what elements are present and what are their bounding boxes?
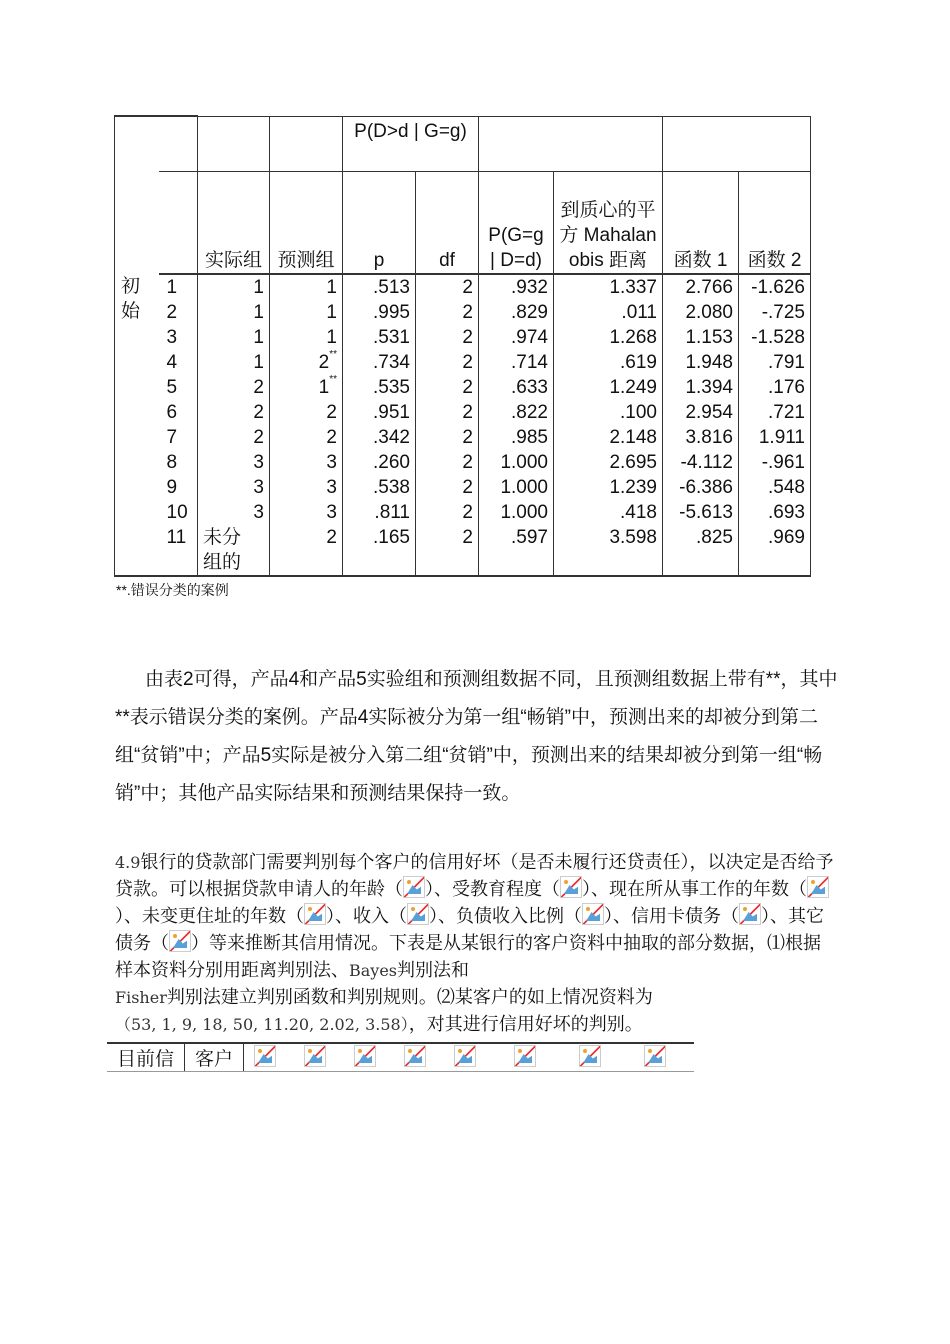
value: .822: [511, 402, 548, 423]
broken-image-icon: [169, 930, 191, 952]
text: ）、受教育程度（: [425, 879, 560, 899]
broken-image-icon: [407, 903, 429, 925]
cell-f2: [739, 475, 811, 500]
broken-image-icon: [560, 876, 582, 898]
case-number: 2: [159, 300, 198, 325]
cell-p: [343, 500, 416, 525]
broken-image-icon: [644, 1045, 666, 1067]
broken-image-icon: [582, 903, 604, 925]
value: .342: [373, 427, 410, 448]
value: .531: [373, 327, 410, 348]
cell-f2: [739, 450, 811, 475]
actual-group: [198, 274, 270, 300]
value: .791: [768, 352, 805, 373]
cell-f1: [663, 350, 739, 375]
predicted-value: 2: [326, 402, 337, 423]
cell-f1: [663, 400, 739, 425]
table-row: [115, 475, 811, 500]
value: .597: [511, 527, 548, 548]
actual-group: [198, 450, 270, 475]
value: 2.148: [609, 427, 657, 448]
predicted-group: [270, 450, 343, 475]
header-customer: 客户: [185, 1043, 244, 1072]
cell-df: [416, 274, 479, 300]
value: .995: [373, 302, 410, 323]
broken-image-icon: [807, 876, 829, 898]
value: -6.386: [679, 477, 733, 498]
cell-pgd: [479, 400, 554, 425]
value: 2: [462, 527, 473, 548]
header-actual: 实际组: [198, 172, 270, 275]
misclassified-mark: **: [329, 349, 337, 360]
cell-p: [343, 375, 416, 400]
actual-group: [198, 400, 270, 425]
text: ）、现在所从事工作的年数（: [582, 879, 807, 899]
actual-value: 1: [253, 302, 264, 323]
text: 判别法和: [397, 960, 470, 980]
header-func2: 函数 2: [739, 172, 811, 275]
value: 2.080: [685, 302, 733, 323]
value: 2: [462, 377, 473, 398]
value: 3.816: [685, 427, 733, 448]
cell-f2: [739, 425, 811, 450]
cell-f2: [739, 325, 811, 350]
cell-maha: [554, 325, 663, 350]
header-mahalanobis: 到质心的平方 Mahalanobis 距离: [554, 172, 663, 275]
value: .974: [511, 327, 548, 348]
value: 2: [462, 402, 473, 423]
cell-pgd: [479, 425, 554, 450]
actual-value: 1: [253, 327, 264, 348]
cell-pgd: [479, 300, 554, 325]
predicted-group: [270, 475, 343, 500]
predicted-group: [270, 350, 343, 375]
cell-f2: [739, 525, 811, 576]
actual-group: [198, 525, 270, 576]
case-number: 7: [159, 425, 198, 450]
predicted-group: [270, 300, 343, 325]
cell-df: [416, 500, 479, 525]
actual-value: 2: [253, 427, 264, 448]
table-row: [115, 274, 811, 300]
predicted-value: 1: [326, 327, 337, 348]
predicted-value: 3: [326, 477, 337, 498]
cell-maha: [554, 274, 663, 300]
value: .535: [373, 377, 410, 398]
value: 2: [462, 302, 473, 323]
broken-image-icon: [354, 1045, 376, 1067]
predicted-value: 3: [326, 502, 337, 523]
broken-image-icon: [254, 1045, 276, 1067]
cell-f1: [663, 525, 739, 576]
predicted-value: 2: [326, 527, 337, 548]
value: .985: [511, 427, 548, 448]
table-row: [115, 400, 811, 425]
actual-value: 2: [253, 377, 264, 398]
value: .721: [768, 402, 805, 423]
text: ）等来推断其信用情况。下表是从某银行的客户资料中抽取的部分数据，⑴根据样本资料分别用距离判别法、: [115, 933, 821, 980]
value: 2.954: [685, 402, 733, 423]
value: 1.394: [685, 377, 733, 398]
header-p: p: [343, 172, 416, 275]
cell-f1: [663, 274, 739, 300]
cell-f2: [739, 375, 811, 400]
cell-f2: [739, 274, 811, 300]
value: .734: [373, 352, 410, 373]
value: .969: [768, 527, 805, 548]
actual-value: 1: [253, 352, 264, 373]
value: -1.626: [751, 277, 805, 298]
customer-data-table: [107, 1042, 694, 1072]
predicted-group: [270, 274, 343, 300]
value: 2: [462, 452, 473, 473]
value: .011: [621, 302, 657, 323]
value: 2: [462, 352, 473, 373]
actual-value: 3: [253, 477, 264, 498]
cell-f2: [739, 300, 811, 325]
value: 1.268: [609, 327, 657, 348]
value: .538: [373, 477, 410, 498]
actual-group: [198, 425, 270, 450]
value: .633: [511, 377, 548, 398]
value: 2: [462, 427, 473, 448]
case-number: 6: [159, 400, 198, 425]
value: .825: [696, 527, 733, 548]
cell-f1: [663, 475, 739, 500]
value: .619: [620, 352, 657, 373]
broken-image-icon: [739, 903, 761, 925]
value: .260: [373, 452, 410, 473]
predicted-value: 1: [318, 377, 330, 398]
value: 1.239: [609, 477, 657, 498]
value: .418: [620, 502, 657, 523]
predicted-value: 2: [326, 427, 337, 448]
cell-maha: [554, 500, 663, 525]
value: 2: [462, 327, 473, 348]
case-number: 3: [159, 325, 198, 350]
actual-group: [198, 325, 270, 350]
cell-df: [416, 350, 479, 375]
value: .548: [768, 477, 805, 498]
cell-pgd: [479, 450, 554, 475]
cell-f2: [739, 400, 811, 425]
actual-group: [198, 375, 270, 400]
value: 2.695: [609, 452, 657, 473]
text: 银行的贷款部门需要判别每个客户的信用好坏（是否未履行还贷责任），以决定是否给予贷款。可以根据贷款申请人的年龄（: [115, 852, 834, 899]
cell-df: [416, 400, 479, 425]
actual-value: 2: [253, 402, 264, 423]
value: .829: [511, 302, 548, 323]
table-row: [115, 350, 811, 375]
text: Fisher: [115, 988, 167, 1007]
case-number: 5: [159, 375, 198, 400]
text: ）、负债收入比例（: [429, 906, 582, 926]
value: -.725: [761, 302, 805, 323]
cell-f1: [663, 500, 739, 525]
value: 1.249: [609, 377, 657, 398]
cell-pgd: [479, 375, 554, 400]
value: 2: [462, 277, 473, 298]
case-number: 4: [159, 350, 198, 375]
case-number: 8: [159, 450, 198, 475]
predicted-group: [270, 525, 343, 576]
cell-p: [343, 400, 416, 425]
predicted-value: 3: [326, 452, 337, 473]
actual-value: 1: [253, 277, 264, 298]
broken-image-icon: [514, 1045, 536, 1067]
value: 1.000: [500, 502, 548, 523]
text: Bayes: [349, 961, 398, 980]
case-number: 1: [159, 274, 198, 300]
problem-number: 4.9: [115, 853, 141, 872]
table-row: [115, 450, 811, 475]
cell-df: [416, 300, 479, 325]
cell-f2: [739, 350, 811, 375]
cell-maha: [554, 450, 663, 475]
actual-value: 未分组的: [203, 527, 242, 573]
cell-f1: [663, 375, 739, 400]
value: -4.112: [680, 452, 733, 473]
predicted-value: 1: [326, 277, 337, 298]
value: .811: [374, 502, 410, 523]
table-row: [115, 425, 811, 450]
cell-maha: [554, 475, 663, 500]
header-pgd: P(G=g | D=d): [479, 172, 554, 275]
header-func1: 函数 1: [663, 172, 739, 275]
cell-maha: [554, 300, 663, 325]
predicted-group: [270, 375, 343, 400]
problem-paragraph: [115, 849, 835, 1038]
actual-value: 3: [253, 502, 264, 523]
value: .176: [768, 377, 805, 398]
header-credit: 目前信: [107, 1043, 185, 1072]
value: .932: [511, 277, 548, 298]
cell-f1: [663, 425, 739, 450]
cell-df: [416, 425, 479, 450]
value: .100: [620, 402, 657, 423]
cell-df: [416, 475, 479, 500]
value: .693: [768, 502, 805, 523]
cell-p: [343, 425, 416, 450]
cell-df: [416, 375, 479, 400]
cell-f1: [663, 300, 739, 325]
value: 3.598: [609, 527, 657, 548]
value: .951: [373, 402, 410, 423]
case-number: 10: [159, 500, 198, 525]
cell-p: [343, 525, 416, 576]
text: ）、收入（: [326, 906, 407, 926]
actual-group: [198, 500, 270, 525]
cell-pgd: [479, 325, 554, 350]
classification-results-table: [114, 115, 811, 577]
value: .165: [373, 527, 410, 548]
value: .513: [373, 277, 410, 298]
cell-f1: [663, 450, 739, 475]
cell-maha: [554, 350, 663, 375]
analysis-paragraph: 由表2可得，产品4和产品5实验组和预测组数据不同，且预测组数据上带有**，其中**表示错误分类的案例。产品4实际被分为第一组“畅销”中，预测出来的却被分到第二组“贫销”中；产品5实际是被分入第二组“贫销”中，预测出来的结果却被分到第一组“畅销”中；其他产品实际结果和预测结果保持一致。: [115, 669, 838, 804]
broken-image-icon: [403, 876, 425, 898]
predicted-value: 2: [318, 352, 330, 373]
cell-f2: [739, 500, 811, 525]
value: 1.000: [500, 477, 548, 498]
value: 1.153: [685, 327, 733, 348]
text: ）、未变更住址的年数（: [115, 906, 304, 926]
broken-image-icon: [404, 1045, 426, 1067]
predicted-group: [270, 325, 343, 350]
table-row: [115, 325, 811, 350]
cell-pgd: [479, 475, 554, 500]
group-label: 初始: [121, 276, 141, 322]
case-number: 9: [159, 475, 198, 500]
actual-group: [198, 300, 270, 325]
misclassified-mark: **: [329, 374, 337, 385]
cell-pgd: [479, 274, 554, 300]
broken-image-icon: [454, 1045, 476, 1067]
cell-maha: [554, 400, 663, 425]
text: ）、信用卡债务（: [604, 906, 739, 926]
cell-df: [416, 525, 479, 576]
value: -.961: [761, 452, 805, 473]
broken-image-icon: [304, 1045, 326, 1067]
text: ，对其进行信用好坏的判别。: [408, 1014, 643, 1034]
cell-p: [343, 300, 416, 325]
header-df: df: [416, 172, 479, 275]
cell-p: [343, 450, 416, 475]
table-row: [115, 525, 811, 576]
predicted-group: [270, 500, 343, 525]
cell-pgd: [479, 525, 554, 576]
cell-p: [343, 350, 416, 375]
value: 1.000: [500, 452, 548, 473]
text: ）、其它债务（: [115, 906, 824, 953]
value: 2.766: [685, 277, 733, 298]
cell-pgd: [479, 350, 554, 375]
table-row: [115, 375, 811, 400]
sample-values: （53, 1, 9, 18, 50, 11.20, 2.02, 3.58）: [115, 1015, 409, 1034]
cell-f1: [663, 325, 739, 350]
predicted-group: [270, 425, 343, 450]
case-number: 11: [159, 525, 198, 576]
header-predicted: 预测组: [270, 172, 343, 275]
value: 2: [462, 502, 473, 523]
cell-p: [343, 475, 416, 500]
actual-group: [198, 475, 270, 500]
cell-p: [343, 325, 416, 350]
cell-maha: [554, 525, 663, 576]
header-pdg: P(D>d | G=g): [343, 116, 479, 172]
value: 1.948: [685, 352, 733, 373]
text: 判别法建立判别函数和判别规则。⑵某客户的如上情况资料为: [166, 987, 653, 1007]
table-row: [115, 500, 811, 525]
cell-df: [416, 325, 479, 350]
value: 1.337: [609, 277, 657, 298]
actual-group: [198, 350, 270, 375]
cell-pgd: [479, 500, 554, 525]
document-body: [0, 115, 950, 1072]
value: -5.613: [679, 502, 733, 523]
cell-p: [343, 274, 416, 300]
predicted-value: 1: [326, 302, 337, 323]
table-footnote: **.错误分类的案例: [116, 582, 229, 598]
value: -1.528: [751, 327, 805, 348]
predicted-group: [270, 400, 343, 425]
table-row: [115, 300, 811, 325]
cell-maha: [554, 375, 663, 400]
value: 2: [462, 477, 473, 498]
broken-image-icon: [579, 1045, 601, 1067]
cell-df: [416, 450, 479, 475]
broken-image-icon: [304, 903, 326, 925]
cell-maha: [554, 425, 663, 450]
value: .714: [511, 352, 548, 373]
actual-value: 3: [253, 452, 264, 473]
value: 1.911: [758, 427, 805, 448]
